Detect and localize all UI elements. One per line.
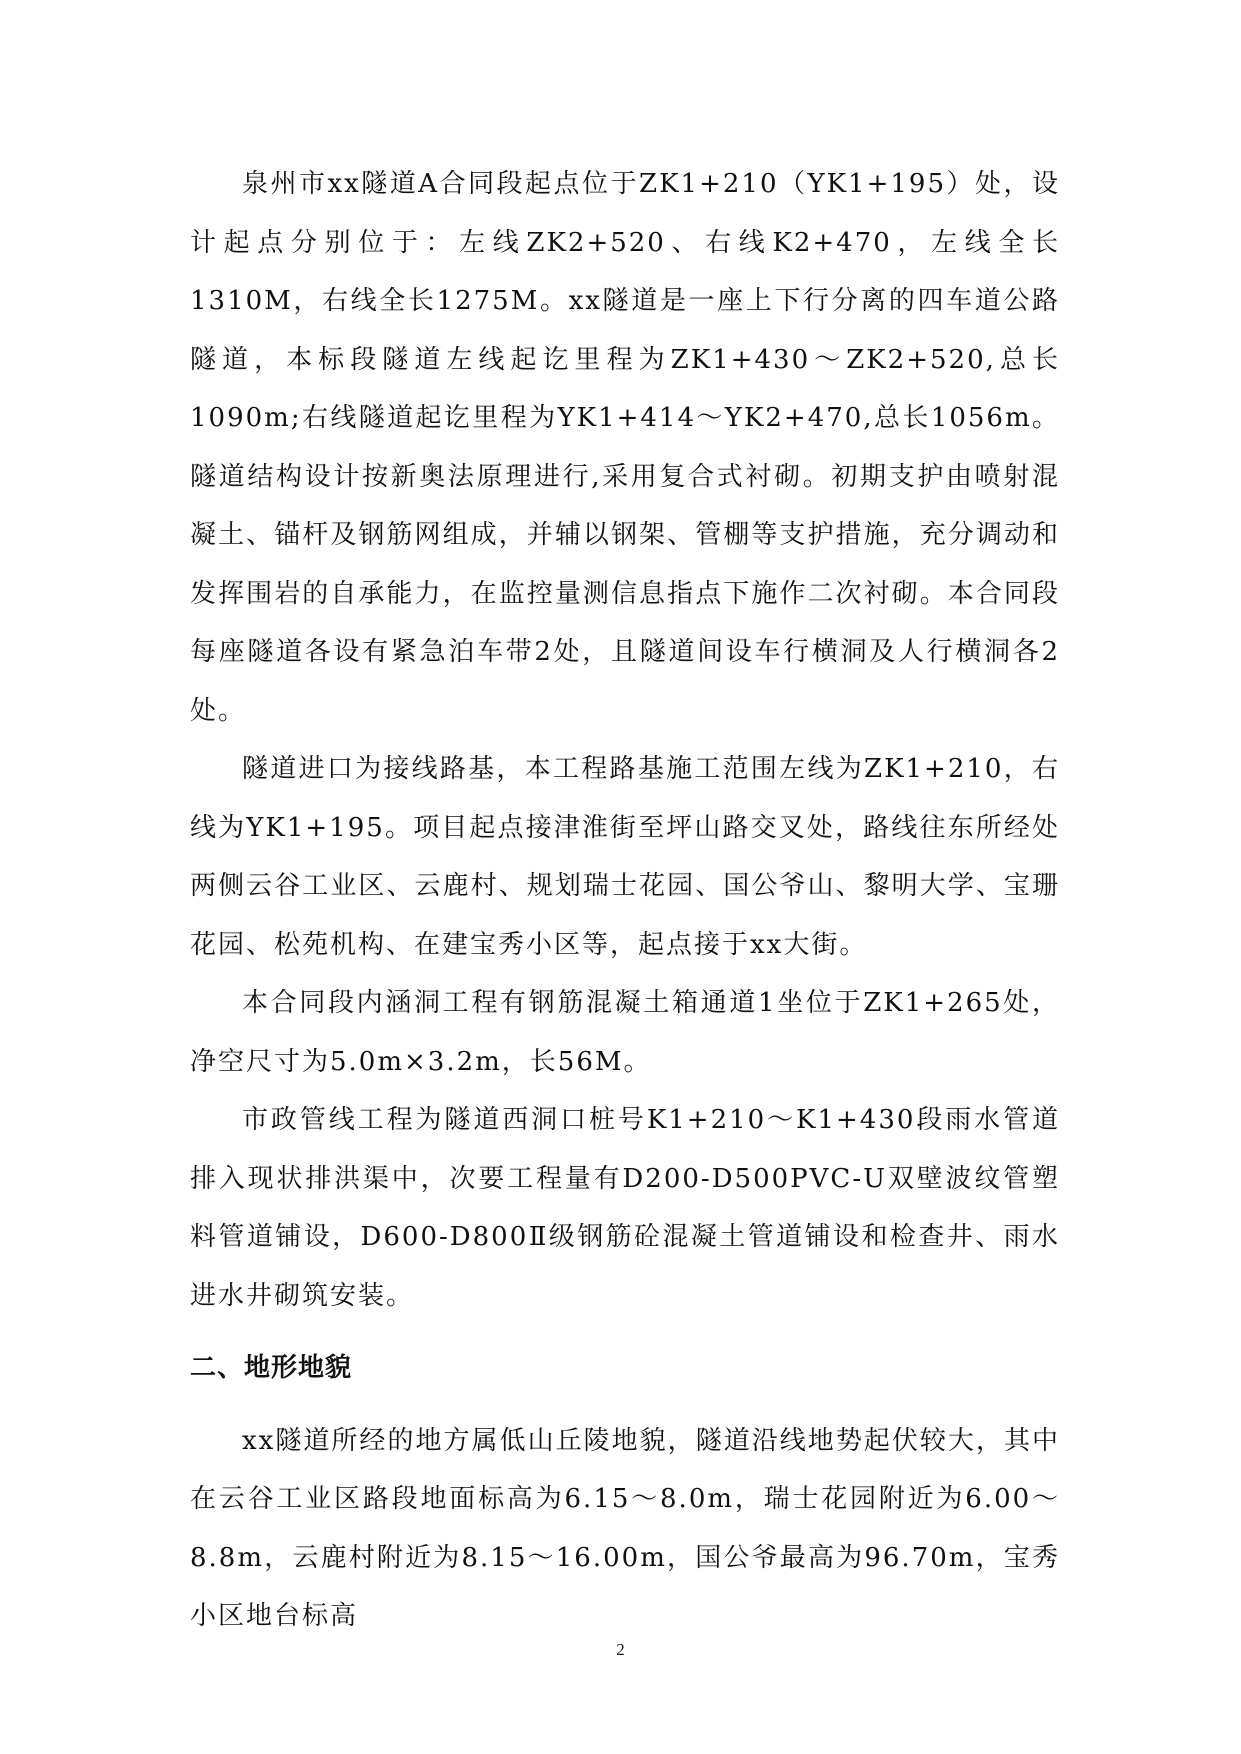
paragraph-tunnel-entrance: 隧道进口为接线路基，本工程路基施工范围左线为ZK1+210，右线为YK1+195。项目起点接津淮街至坪山路交叉处，路线往东所经处两侧云谷工业区、云鹿村、规划瑞士花园、国公爷山、黎明大学、宝珊花园、松苑机构、在建宝秀小区等，起点接于xx大街。 [190, 754, 1060, 960]
document-body [190, 155, 1060, 1646]
section-heading-terrain: 二、地形地貌 [190, 1353, 353, 1383]
paragraph-terrain: xx隧道所经的地方属低山丘陵地貌，隧道沿线地势起伏较大，其中在云谷工业区路段地面标高为6.15～8.0m，瑞士花园附近为6.00～8.8m，云鹿村附近为8.15～16.00m，国公爷最高为96.70m，宝秀小区地台标高 [190, 1425, 1060, 1631]
paragraph-project-overview: 泉州市xx隧道A合同段起点位于ZK1+210（YK1+195）处，设计起点分别位于：左线ZK2+520、右线K2+470，左线全长1310M，右线全长1275M。xx隧道是一座上下行分离的四车道公路隧道，本标段隧道左线起讫里程为ZK1+430～ZK2+520,总长1090m;右线隧道起讫里程为YK1+414～YK2+470,总长1056m。隧道结构设计按新奥法原理进行,采用复合式衬砌。初期支护由喷射混凝土、锚杆及钢筋网组成，并辅以钢架、管棚等支护措施，充分调动和发挥围岩的自承能力，在监控量测信息指点下施作二次衬砌。本合同段每座隧道各设有紧急泊车带2处，且隧道间设车行横洞及人行横洞各2处。 [190, 169, 1060, 726]
paragraph-municipal-pipeline: 市政管线工程为隧道西洞口桩号K1+210～K1+430段雨水管道排入现状排洪渠中，次要工程量有D200-D500PVC-U双壁波纹管塑料管道铺设，D600-D800Ⅱ级钢筋砼混凝土管道铺设和检查井、雨水进水井砌筑安装。 [190, 1105, 1060, 1311]
page-number: 2 [616, 1640, 625, 1659]
paragraph-culvert: 本合同段内涵洞工程有钢筋混凝土箱通道1坐位于ZK1+265处，净空尺寸为5.0m×3.2m，长56M。 [190, 988, 1060, 1077]
